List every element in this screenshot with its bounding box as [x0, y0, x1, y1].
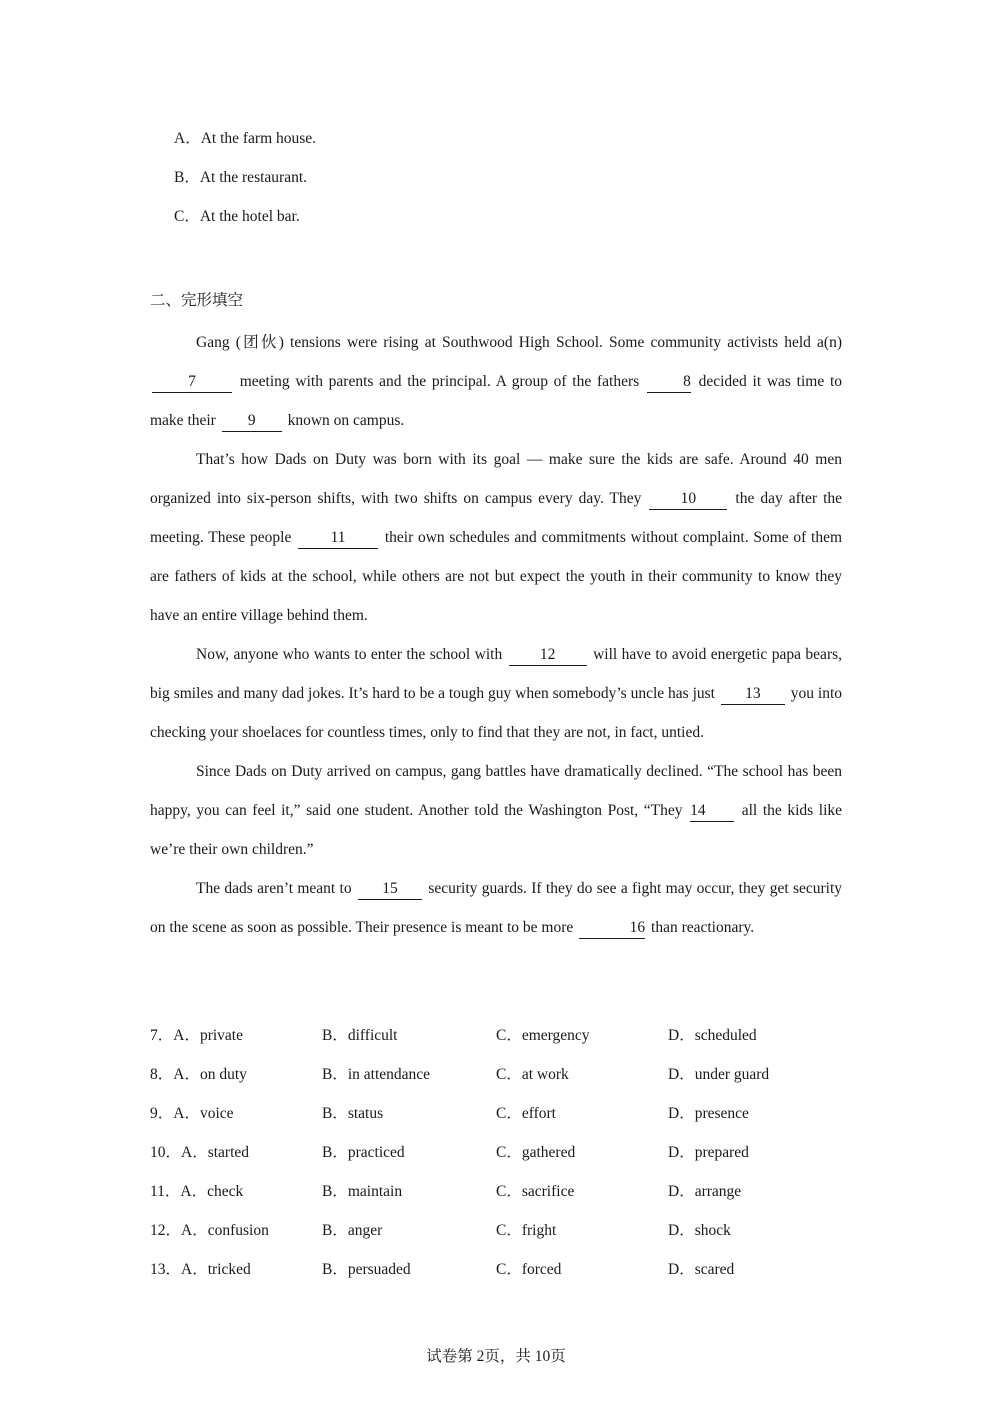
text: all the kids like we’re their own children.”	[150, 802, 843, 858]
blank-13: 13	[721, 684, 785, 705]
text: the day after the meeting. These people	[150, 490, 843, 546]
blank-10: 10	[649, 489, 727, 510]
text: Gang (团伙) tensions were rising at Southwood High School. Some community activists held a(n)	[196, 334, 842, 351]
choice-c: C．gathered	[496, 1144, 576, 1161]
blank-11: 11	[298, 528, 378, 549]
question-row	[150, 1103, 850, 1142]
text: than reactionary.	[651, 919, 755, 936]
page-footer: 试卷第 2页，共 10页	[426, 1348, 566, 1365]
question-row	[150, 1025, 850, 1064]
choice-b: B．maintain	[322, 1183, 403, 1200]
choice-c: C．at work	[496, 1066, 569, 1083]
choice-b: B．persuaded	[322, 1261, 411, 1278]
text: security guards. If they do see a fight may occur, they get security on the scene as soon as possible. Their presence is meant to be more	[150, 880, 843, 936]
cloze-passage	[150, 323, 842, 947]
section-title: 二、完形填空	[150, 292, 244, 309]
choice-a: 13．A．tricked	[150, 1261, 251, 1278]
choice-d: D．shock	[668, 1222, 731, 1239]
question-row	[150, 1142, 850, 1181]
blank-15: 15	[358, 879, 422, 900]
paragraph-1	[150, 323, 842, 440]
choice-d: D．presence	[668, 1105, 749, 1122]
text: their own schedules and commitments without complaint. Some of them are fathers of kids at the school, while others are not but expect the youth in their community to know they have an entire village behind them.	[150, 529, 843, 624]
text: That’s how Dads on Duty was born with its goal — make sure the kids are safe. Around 40 men organized into six-person shifts, with two shifts on campus every day. They	[150, 451, 842, 507]
answer-choices	[150, 1025, 850, 1298]
text: Since Dads on Duty arrived on campus, gang battles have dramatically declined. “The school has been happy, you can feel it,” said one student. Another told the Washington Post, “They	[150, 763, 842, 819]
choice-d: D．arrange	[668, 1183, 742, 1200]
blank-14: 14	[690, 801, 734, 822]
question-row	[150, 1259, 850, 1298]
text: The dads aren’t meant to	[196, 880, 352, 897]
option-a: A．At the farm house.	[174, 130, 317, 147]
choice-c: C．emergency	[496, 1027, 590, 1044]
choice-c: C．sacrifice	[496, 1183, 575, 1200]
choice-b: B．in attendance	[322, 1066, 431, 1083]
choice-c: C．forced	[496, 1261, 562, 1278]
paragraph-3	[150, 635, 842, 752]
text: Now, anyone who wants to enter the school with	[196, 646, 503, 663]
option-b: B．At the restaurant.	[174, 169, 308, 186]
choice-d: D．scared	[668, 1261, 735, 1278]
previous-question-options	[174, 128, 316, 245]
choice-c: C．effort	[496, 1105, 556, 1122]
choice-a: 11．A．check	[150, 1183, 244, 1200]
option-c: C．At the hotel bar.	[174, 208, 300, 225]
paragraph-5	[150, 869, 842, 947]
choice-d: D．under guard	[668, 1066, 770, 1083]
text: known on campus.	[287, 412, 405, 429]
blank-8: 8	[647, 372, 691, 393]
question-row	[150, 1220, 850, 1259]
choice-b: B．status	[322, 1105, 384, 1122]
text: meeting with parents and the principal. A group of the fathers	[239, 373, 640, 390]
choice-b: B．anger	[322, 1222, 383, 1239]
question-row	[150, 1064, 850, 1103]
paragraph-4	[150, 752, 842, 869]
choice-c: C．fright	[496, 1222, 557, 1239]
question-row	[150, 1181, 850, 1220]
choice-a: 12．A．confusion	[150, 1222, 269, 1239]
blank-12: 12	[509, 645, 587, 666]
text: you into checking your shoelaces for countless times, only to find that they are not, in fact, untied.	[150, 685, 842, 741]
choice-b: B．practiced	[322, 1144, 405, 1161]
paragraph-2	[150, 440, 842, 635]
text: will have to avoid energetic papa bears, big smiles and many dad jokes. It’s hard to be a tough guy when somebody’s uncle has just	[150, 646, 843, 702]
choice-a: 9．A．voice	[150, 1105, 234, 1122]
text: decided it was time to make their	[150, 373, 843, 429]
choice-a: 7．A．private	[150, 1027, 243, 1044]
blank-9: 9	[222, 411, 282, 432]
choice-a: 8．A．on duty	[150, 1066, 247, 1083]
choice-b: B．difficult	[322, 1027, 398, 1044]
blank-7: 7	[152, 372, 232, 393]
choice-d: D．prepared	[668, 1144, 749, 1161]
blank-16: 16	[579, 918, 645, 939]
choice-d: D．scheduled	[668, 1027, 757, 1044]
choice-a: 10．A．started	[150, 1144, 250, 1161]
